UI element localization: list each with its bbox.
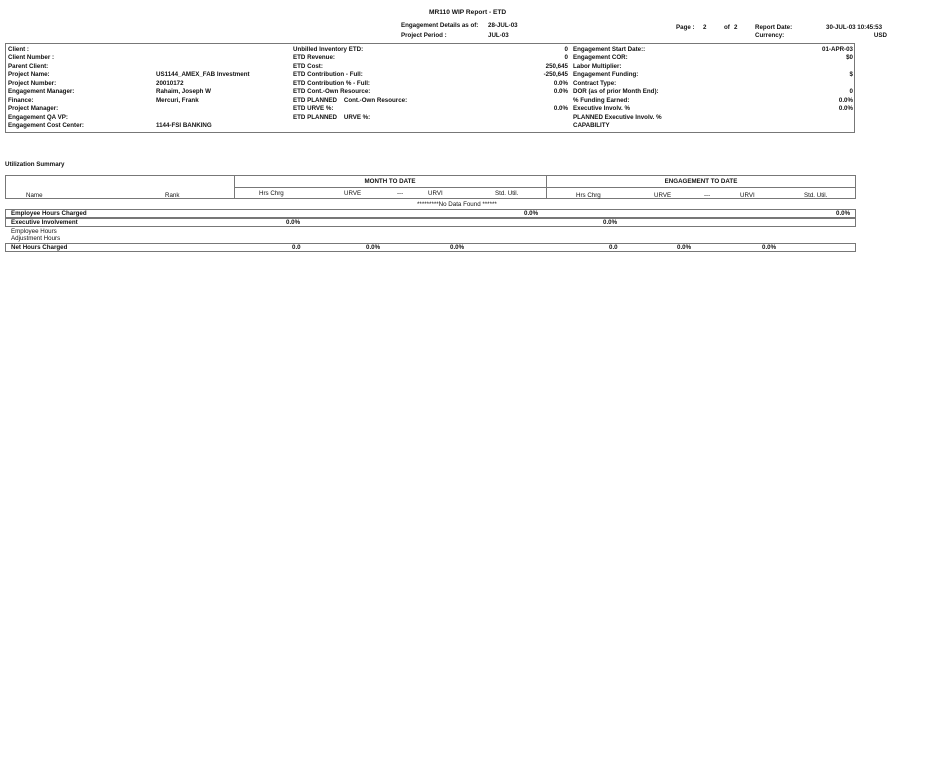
currency-value: USD bbox=[873, 32, 887, 39]
info-right-value: 0.0% bbox=[838, 96, 853, 104]
etd-col-hrs-chrg: Hrs Chrg bbox=[576, 192, 601, 199]
info-middle-value: 250,645 bbox=[545, 62, 568, 70]
info-right-row bbox=[573, 97, 853, 106]
info-middle-label: ETD PLANNED Cont.-Own Resource: bbox=[293, 96, 408, 104]
info-middle-label: ETD Contribution - Full: bbox=[293, 71, 363, 78]
info-right-label: Engagement Start Date:: bbox=[573, 45, 646, 53]
info-left-row bbox=[8, 63, 288, 72]
info-middle-row bbox=[293, 114, 568, 123]
net-hours-etd-hrs: 0.0 bbox=[609, 244, 618, 251]
page-number: 2 bbox=[703, 24, 707, 31]
page-total: 2 bbox=[734, 24, 738, 31]
info-left-value: US1144_AMEX_FAB Investment bbox=[156, 71, 250, 78]
info-middle-value: 0 bbox=[564, 45, 568, 53]
info-middle-row bbox=[293, 63, 568, 72]
info-left-row bbox=[8, 97, 288, 106]
info-right-value: 01-APR-03 bbox=[822, 45, 853, 53]
column-name: Name bbox=[26, 192, 43, 199]
info-left-row bbox=[8, 46, 288, 55]
info-left-value: Rahaim, Joseph W bbox=[156, 88, 212, 95]
info-middle-row bbox=[293, 46, 568, 55]
info-right-row bbox=[573, 80, 853, 89]
info-left-label: Project Name: bbox=[8, 71, 50, 78]
net-hours-charged-label: Net Hours Charged bbox=[11, 244, 68, 251]
report-date-label: Report Date: bbox=[755, 24, 793, 31]
info-middle-row bbox=[293, 88, 568, 97]
employee-hours-charged-row bbox=[5, 209, 856, 218]
details-label: Engagement Details as of: bbox=[401, 22, 479, 29]
info-left-row bbox=[8, 80, 288, 89]
net-hours-etd-urvi: 0.0% bbox=[762, 244, 777, 251]
info-middle-value: 0.0% bbox=[553, 88, 568, 95]
info-right-label: % Funding Earned: bbox=[573, 96, 630, 104]
info-middle-row bbox=[293, 105, 568, 114]
info-left-row bbox=[8, 71, 288, 80]
info-right-label: Engagement Funding: bbox=[573, 71, 639, 78]
info-middle-row bbox=[293, 71, 568, 80]
period-label: Project Period : bbox=[401, 32, 447, 39]
info-right-value: $ bbox=[849, 71, 853, 78]
info-left-label: Project Manager: bbox=[8, 105, 59, 112]
info-middle-value: -250,645 bbox=[543, 71, 568, 78]
info-middle-value: 0.0% bbox=[553, 79, 568, 87]
executive-involvement-label: Executive Involvement bbox=[11, 219, 78, 226]
info-right-row bbox=[573, 122, 853, 131]
info-right-row bbox=[573, 71, 853, 80]
mtd-col-dashes: --- bbox=[397, 190, 404, 197]
info-right-row bbox=[573, 46, 853, 55]
no-data-message: *********No Data Found ****** bbox=[417, 201, 497, 208]
utilization-title: Utilization Summary bbox=[5, 161, 65, 168]
info-middle-label: ETD Cont.-Own Resource: bbox=[293, 88, 371, 95]
info-middle-label: ETD Revenue: bbox=[293, 54, 335, 61]
info-right-label: Contract Type: bbox=[573, 79, 617, 87]
mtd-col-urve: URVE bbox=[344, 190, 362, 197]
info-middle-label: Unbilled Inventory ETD: bbox=[293, 45, 364, 53]
net-hours-charged-row bbox=[5, 243, 856, 252]
info-right-label: Executive Involv. % bbox=[573, 105, 630, 112]
info-middle-row bbox=[293, 54, 568, 63]
currency-label: Currency: bbox=[755, 32, 785, 39]
net-hours-mtd-urve: 0.0% bbox=[366, 244, 381, 251]
info-right-row bbox=[573, 63, 853, 72]
info-left-row bbox=[8, 54, 288, 63]
employee-hours-charged-mtd-std-util: 0.0% bbox=[524, 210, 539, 217]
info-left-value: 20010172 bbox=[156, 79, 184, 87]
info-left-label: Finance: bbox=[8, 96, 34, 104]
mtd-col-std-util: Std. Util. bbox=[495, 190, 519, 197]
info-right-label: DOR (as of prior Month End): bbox=[573, 88, 659, 95]
header-divider-horizontal bbox=[234, 187, 856, 188]
info-middle-label: ETD Contribution % - Full: bbox=[293, 79, 370, 87]
mtd-col-hrs-chrg: Hrs Chrg bbox=[259, 190, 284, 197]
details-value: 28-JUL-03 bbox=[488, 22, 518, 29]
employee-hours-label: Employee Hours bbox=[11, 228, 57, 235]
column-rank: Rank bbox=[165, 192, 180, 199]
etd-col-std-util: Std. Util. bbox=[804, 192, 828, 199]
page-of-label: of bbox=[724, 24, 730, 31]
info-middle-row bbox=[293, 80, 568, 89]
info-right-label: Engagement COR: bbox=[573, 54, 628, 61]
info-middle-value: 0 bbox=[564, 54, 568, 61]
info-left-row bbox=[8, 105, 288, 114]
info-left-label: Parent Client: bbox=[8, 62, 49, 70]
report-title: MR110 WIP Report - ETD bbox=[429, 9, 507, 16]
page-label: Page : bbox=[676, 24, 695, 31]
info-right-row bbox=[573, 114, 853, 123]
employee-hours-charged-label: Employee Hours Charged bbox=[11, 210, 87, 217]
info-middle-value: 0.0% bbox=[553, 105, 568, 112]
info-left-label: Engagement QA VP: bbox=[8, 113, 68, 121]
info-left-value: Mercuri, Frank bbox=[156, 96, 199, 104]
info-left-row bbox=[8, 88, 288, 97]
net-hours-etd-urve: 0.0% bbox=[677, 244, 692, 251]
info-left-label: Engagement Cost Center: bbox=[8, 122, 84, 129]
info-right-value: 0 bbox=[849, 88, 853, 95]
info-middle-row bbox=[293, 97, 568, 106]
info-middle-label: ETD PLANNED URVE %: bbox=[293, 113, 371, 121]
info-right-value: $0 bbox=[846, 54, 853, 61]
info-left-row bbox=[8, 122, 288, 131]
executive-involvement-etd: 0.0% bbox=[603, 219, 618, 226]
info-left-label: Engagement Manager: bbox=[8, 88, 75, 95]
engagement-info-box bbox=[5, 43, 855, 133]
engagement-to-date-header: ENGAGEMENT TO DATE bbox=[664, 178, 738, 185]
month-to-date-header: MONTH TO DATE bbox=[364, 178, 416, 185]
mtd-col-urvi: URVI bbox=[428, 190, 443, 197]
info-right-row bbox=[573, 105, 853, 114]
info-middle-label: ETD URVE %: bbox=[293, 105, 334, 112]
etd-col-urvi: URVI bbox=[740, 192, 755, 199]
net-hours-mtd-urvi: 0.0% bbox=[450, 244, 465, 251]
info-right-row bbox=[573, 54, 853, 63]
info-right-label: Labor Multiplier: bbox=[573, 62, 622, 70]
report-date-value: 30-JUL-03 10:45:53 bbox=[826, 24, 883, 31]
info-right-value: 0.0% bbox=[838, 105, 853, 112]
info-left-row bbox=[8, 114, 288, 123]
info-left-value: 1144-FSI BANKING bbox=[156, 122, 212, 129]
executive-involvement-mtd: 0.0% bbox=[286, 219, 301, 226]
info-middle-label: ETD Cost: bbox=[293, 62, 323, 70]
info-right-label: PLANNED Executive Involv. % bbox=[573, 113, 662, 121]
info-left-label: Project Number: bbox=[8, 79, 57, 87]
adjustment-hours-label: Adjustment Hours bbox=[11, 235, 61, 242]
etd-col-urve: URVE bbox=[654, 192, 672, 199]
net-hours-mtd-hrs: 0.0 bbox=[292, 244, 301, 251]
employee-hours-charged-etd-std-util: 0.0% bbox=[836, 210, 851, 217]
info-left-label: Client : bbox=[8, 45, 29, 53]
executive-involvement-row bbox=[5, 218, 856, 227]
info-right-label: CAPABILITY bbox=[573, 122, 610, 129]
info-right-row bbox=[573, 88, 853, 97]
info-left-label: Client Number : bbox=[8, 54, 55, 61]
etd-col-dashes: --- bbox=[704, 192, 711, 199]
period-value: JUL-03 bbox=[488, 32, 509, 39]
